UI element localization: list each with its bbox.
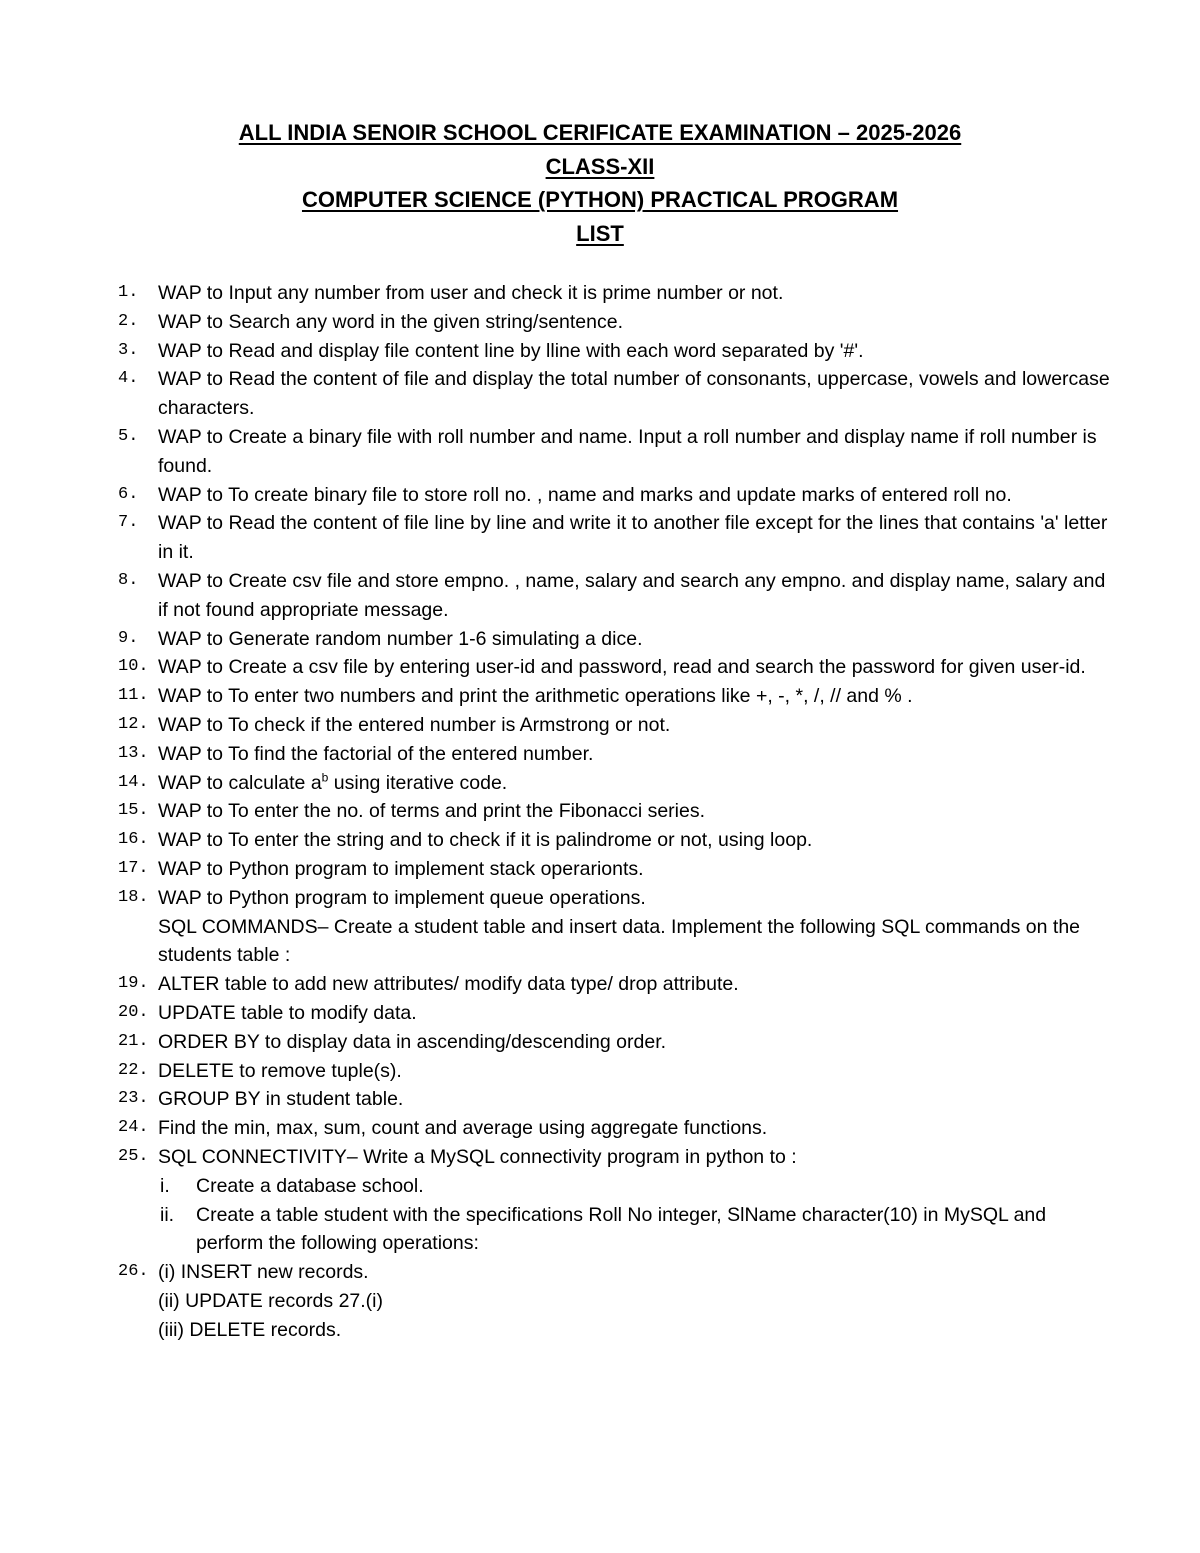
item-number: 1.	[118, 283, 139, 302]
item-text: (i) INSERT new records.	[158, 1261, 369, 1284]
item-text: ORDER BY to display data in ascending/descending order.	[158, 1030, 667, 1053]
item-text: WAP to Read the content of file and display the total number of consonants, uppercase, vowels and lowercase characters.	[158, 368, 1110, 420]
item-text: WAP to Search any word in the given string/sentence.	[158, 310, 624, 333]
document-header	[0, 116, 1200, 250]
item-number: 5.	[118, 426, 139, 446]
item-text: WAP to Create a binary file with roll number and name. Input a roll number and display name if roll number is found.	[158, 425, 1097, 477]
item-number: 8.	[118, 570, 139, 590]
list-item	[118, 365, 1118, 423]
item-text: (iii) DELETE records.	[158, 1318, 342, 1341]
program-list	[118, 279, 1118, 1344]
list-item	[118, 1085, 1118, 1114]
item-text: WAP to To create binary file to store roll no. , name and marks and update marks of entered roll no.	[158, 483, 1012, 506]
item-number: 6.	[118, 484, 139, 504]
item-text: Find the min, max, sum, count and average using aggregate functions.	[158, 1117, 768, 1140]
list-item	[118, 625, 1118, 654]
item-number: 18.	[118, 887, 149, 907]
item-number: 23.	[118, 1089, 149, 1109]
list-item	[118, 509, 1118, 567]
list-item	[118, 1143, 1118, 1172]
list-item	[118, 337, 1118, 366]
item-text-post: using iterative code.	[328, 771, 508, 794]
list-item	[118, 682, 1118, 711]
item-number: 4.	[118, 369, 139, 389]
list-item	[118, 567, 1118, 625]
item-text: WAP to To enter the string and to check if it is palindrome or not, using loop.	[158, 829, 813, 852]
item-number: 20.	[118, 1002, 149, 1022]
item-number: 13.	[118, 743, 149, 763]
class-title: CLASS-XII	[545, 153, 655, 179]
list-item	[118, 797, 1118, 826]
list-item	[118, 481, 1118, 510]
item-text: SQL CONNECTIVITY– Write a MySQL connectivity program in python to :	[158, 1145, 797, 1168]
list-item	[118, 826, 1118, 855]
sql-intro-text: SQL COMMANDS– Create a student table and insert data. Implement the following SQL commands on the students table :	[158, 915, 1081, 967]
list-item	[118, 1258, 1118, 1287]
list-item	[118, 855, 1118, 884]
item-text: WAP to Create csv file and store empno. , name, salary and search any empno. and display name, salary and if not found appropriate message.	[158, 569, 1106, 621]
item-text: WAP to To enter the no. of terms and print the Fibonacci series.	[158, 800, 705, 823]
sub-item-number: i.	[160, 1174, 170, 1197]
item-number: 26.	[118, 1262, 149, 1282]
item-text: WAP to Generate random number 1-6 simulating a dice.	[158, 627, 643, 650]
item-text-pre: WAP to calculate a	[158, 771, 322, 794]
list-item	[118, 769, 1118, 798]
item-number: 22.	[118, 1060, 149, 1080]
item-number: 16.	[118, 830, 149, 850]
item-number: 3.	[118, 340, 139, 360]
item-number: 12.	[118, 714, 149, 734]
list-item	[118, 279, 1118, 308]
item-number: 15.	[118, 801, 149, 821]
list-title: LIST	[576, 220, 624, 246]
item-text: WAP to To find the factorial of the entered number.	[158, 742, 594, 765]
sql-intro	[118, 913, 1118, 971]
subject-title: COMPUTER SCIENCE (PYTHON) PRACTICAL PROGRAM	[301, 187, 899, 212]
item-text: WAP to To enter two numbers and print the arithmetic operations like +, -, *, /, // and % .	[158, 685, 913, 708]
list-item	[118, 1028, 1118, 1057]
item-text: GROUP BY in student table.	[158, 1088, 404, 1111]
item-number: 11.	[118, 686, 149, 706]
list-item	[118, 1057, 1118, 1086]
item-text: ALTER table to add new attributes/ modify data type/ drop attribute.	[158, 973, 739, 996]
exam-title: ALL INDIA SENOIR SCHOOL CERIFICATE EXAMINATION – 2025-2026	[238, 120, 962, 145]
list-item	[118, 653, 1118, 682]
list-item-continuation	[118, 1316, 1118, 1345]
item-number: 24.	[118, 1118, 149, 1138]
list-item	[118, 423, 1118, 481]
exponent: b	[321, 770, 329, 785]
sub-item-text: Create a table student with the specifications Roll No integer, SlName character(10) in MySQL and perform the following operations:	[196, 1203, 1047, 1255]
item-number: 19.	[118, 974, 149, 994]
item-number: 14.	[118, 772, 149, 792]
list-item	[118, 1114, 1118, 1143]
list-item	[118, 884, 1118, 913]
item-text: DELETE to remove tuple(s).	[158, 1059, 402, 1082]
item-number: 2.	[118, 311, 139, 331]
sub-item-text: Create a database school.	[196, 1174, 424, 1197]
item-text: WAP to To check if the entered number is Armstrong or not.	[158, 713, 671, 736]
item-number: 17.	[118, 858, 149, 878]
item-number: 7.	[118, 513, 139, 533]
list-item	[118, 740, 1118, 769]
list-item-continuation	[118, 1287, 1118, 1316]
item-number: 9.	[118, 628, 139, 648]
item-text: WAP to Read the content of file line by line and write it to another file except for the lines that contains 'a' letter in it.	[158, 512, 1108, 564]
item-number: 10.	[118, 657, 149, 677]
item-text: UPDATE table to modify data.	[158, 1001, 417, 1024]
item-text: (ii) UPDATE records 27.(i)	[158, 1289, 384, 1312]
item-number: 21.	[118, 1031, 149, 1051]
item-text: WAP to Create a csv file by entering user-id and password, read and search the password for given user-id.	[158, 656, 1086, 679]
list-item	[118, 711, 1118, 740]
item-text: WAP to Input any number from user and check it is prime number or not.	[158, 282, 784, 304]
sub-item-number: ii.	[160, 1203, 175, 1226]
item-text: WAP to Python program to implement queue operations.	[158, 886, 646, 909]
sub-list-item	[118, 1172, 1118, 1201]
item-text: WAP to Read and display file content line by lline with each word separated by '#'.	[158, 339, 864, 362]
item-number: 25.	[118, 1146, 149, 1166]
list-item	[118, 999, 1118, 1028]
sub-list-item	[118, 1201, 1118, 1259]
list-item	[118, 970, 1118, 999]
list-item	[118, 308, 1118, 337]
item-text: WAP to Python program to implement stack operarionts.	[158, 857, 644, 880]
